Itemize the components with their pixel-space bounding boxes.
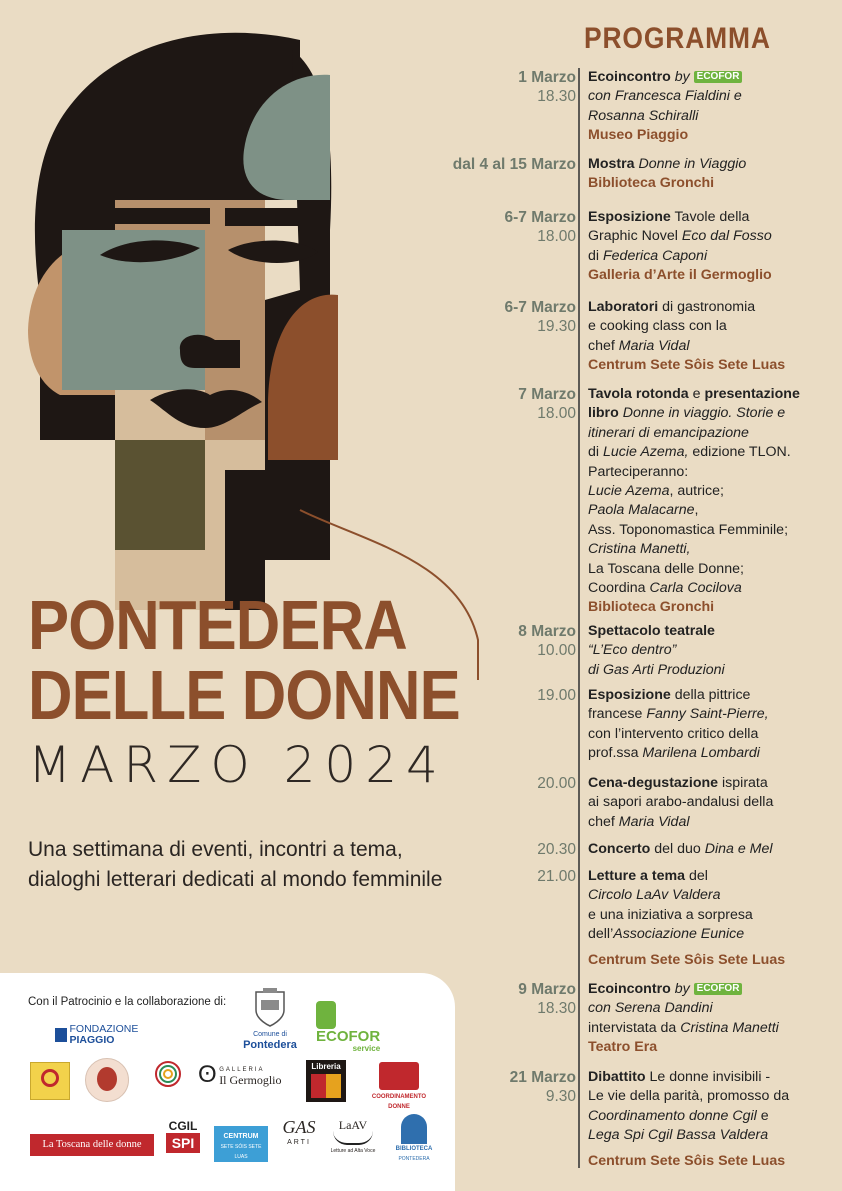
event-venue: Museo Piaggio [588,127,689,144]
libreria-blocks-icon [311,1074,341,1098]
centrum-sete-sois-logo: CENTRUM SETE SÓIS SETE LUAS [214,1126,268,1162]
event-description: Tavola rotonda e presentazione libro Donne in viaggio. Storie e itinerari di emancipazione di Lucie Azema, edizione TLON. Parteciperanno: Lucie Azema, autrice; Paola Malacarne, Ass. Toponomastica Femminile; Cristina Manetti, La Toscana delle Donne; Coordina Carla Cocilova Biblioteca Gronchi [588,385,838,618]
ecofor-inline-logo: ECOFOR [694,71,743,83]
woman-illustration-logo [85,1058,129,1102]
patronage-heading: Con il Patrocinio e la collaborazione di: [28,996,227,1008]
event-venue: Centrum Sete Sôis Sete Luas [588,1152,786,1169]
coordinamento-donne-logo: COORDINAMENTO DONNE [366,1062,432,1112]
toscana-delle-donne-logo: La Toscana delle donne [30,1134,154,1156]
event-date: 20.30 [537,841,576,858]
open-book-icon [333,1131,373,1145]
event-description: Mostra Donne in Viaggio Biblioteca Gronchi [588,155,838,194]
event-venue: Centrum Sete Sôis Sete Luas [588,951,786,968]
laav-logo: LaAV Letture ad Alta Voce [330,1118,376,1154]
event-description: Dibattito Le donne invisibili - Le vie della parità, promosso da Coordinamento donne Cgil e Lega Spi Cgil Bassa Valdera Centrum Sete Sôis Sete Luas [588,1068,838,1171]
event-date: 20.00 [537,775,576,792]
event-date: 9 Marzo 18.30 [518,981,576,1017]
event-date: 7 Marzo 18.00 [518,386,576,422]
title-line-delle-donne: DELLE DONNE [28,656,460,734]
location-pin-icon [41,1069,59,1087]
event-date: dal 4 al 15 Marzo [452,156,576,173]
title-line-marzo: MARZO 2024 [28,736,447,794]
woman-portrait-illustration [0,0,500,680]
event-description: Ecoincontro by ECOFOR con Serena Dandini intervistata da Cristina Manetti Teatro Era [588,980,838,1058]
ecofor-leaf-icon [316,1001,336,1029]
event-description: Ecoincontro by ECOFOR con Francesca Fialdini e Rosanna Schiralli Museo Piaggio [588,68,838,146]
event-description: Esposizione Tavole della Graphic Novel Eco dal Fosso di Federica Caponi Galleria d’Arte il Germoglio [588,208,838,286]
piaggio-icon [55,1028,67,1042]
event-date: 1 Marzo 18.30 [518,69,576,105]
germoglio-swirl-icon: ʘ [198,1061,217,1088]
event-venue: Galleria d’Arte il Germoglio [588,267,772,284]
event-description: Letture a tema del Circolo LaAv Valdera e una iniziativa a sorpresa dell’Associazione Eunice Centrum Sete Sôis Sete Luas [588,867,838,970]
gas-arti-logo: GAS ARTI [282,1117,316,1146]
event-date: 21.00 [537,868,576,885]
library-building-icon [401,1114,427,1144]
event-date: 21 Marzo 9.30 [509,1069,576,1105]
timeline-line [578,68,580,1168]
event-description: Esposizione della pittrice francese Fanny Saint-Pierre, con l’intervento critico della prof.ssa Marilena Lombardi [588,687,769,762]
woman-face-icon [97,1067,117,1091]
event-venue: Centrum Sete Sôis Sete Luas [588,357,786,374]
biblioteca-pontedera-logo: BIBLIOTECA PONTEDERA [392,1114,436,1164]
event-date: 6-7 Marzo 19.30 [504,299,576,335]
fondazione-piaggio-logo: FONDAZIONE PIAGGIO [55,1024,155,1046]
poster-title [28,586,468,794]
programme-title: PROGRAMMA [584,22,771,55]
event-description: Concerto del duo Dina e Mel [588,841,773,857]
event-description: Cena-degustazione ispirata ai sapori arabo-andalusi della chef Maria Vidal [588,775,774,830]
event-description: Spettacolo teatrale “L’Eco dentro” di Gas Arti Produzioni [588,623,725,678]
ecofor-inline-logo: ECOFOR [694,983,743,995]
poster-subtitle [28,835,442,895]
concentric-circles-icon [154,1060,182,1088]
coat-of-arms-icon [253,988,287,1028]
event-description: Laboratori di gastronomia e cooking class con la chef Maria Vidal Centrum Sete Sôis Sete Luas [588,298,838,376]
event-date: 6-7 Marzo 18.00 [504,209,576,245]
comune-pontedera-logo: Comune di Pontedera [240,988,300,1050]
event-venue: Biblioteca Gronchi [588,599,715,616]
event-venue: Teatro Era [588,1039,658,1056]
libreria-roma-logo: Libreria [306,1060,346,1102]
ecofor-logo: ECOFOR service [316,1001,402,1035]
subtitle-line-2: dialoghi letterari dedicati al mondo femminile [28,868,443,891]
event-venue: Biblioteca Gronchi [588,175,715,192]
event-date: 8 Marzo 10.00 [518,623,576,659]
cooperative-logo [148,1060,188,1100]
event-date: 19.00 [537,687,576,704]
galleria-germoglio-logo: ʘ GALLERIA Il Germoglio [198,1061,282,1088]
cgil-spi-logo: CGIL SPI [166,1120,200,1153]
subtitle-line-1: Una settimana di eventi, incontri a tema, [28,838,403,861]
toponomastica-logo [30,1062,70,1100]
coordinamento-graphic-icon [379,1062,419,1090]
title-line-pontedera: PONTEDERA [28,586,407,664]
